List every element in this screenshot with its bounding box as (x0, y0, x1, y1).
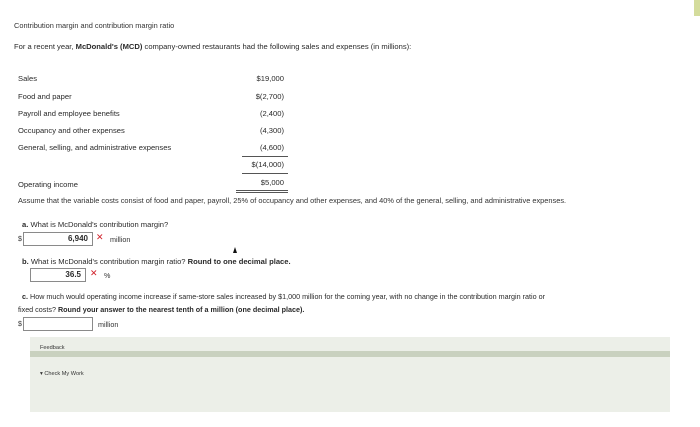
feedback-label: Feedback (40, 345, 65, 351)
row-occupancy-value: (4,300) (259, 126, 284, 135)
answer-b-input[interactable]: 36.5 (30, 268, 86, 282)
question-c-line1: c. How much would operating income increase if same-store sales increased by $1,000 million for the coming year, with no change in the contribution margin ratio or (22, 292, 545, 301)
problem-title: Contribution margin and contribution margin ratio (14, 21, 175, 30)
row-sales-value: $19,000 (256, 74, 284, 83)
row-food-label: Food and paper (18, 92, 72, 101)
problem-intro: For a recent year, McDonald's (MCD) company-owned restaurants had the following sales and expenses (in millions): (14, 42, 412, 51)
row-gsa-label: General, selling, and administrative expenses (18, 143, 172, 152)
row-food-value: $(2,700) (255, 92, 284, 101)
mouse-cursor-icon (233, 247, 237, 253)
question-b: b. What is McDonald's contribution margin ratio? Round to one decimal place. (22, 257, 291, 266)
subtotal-rule (242, 156, 288, 157)
feedback-divider (30, 351, 670, 357)
double-rule-top (236, 190, 288, 191)
question-a: a. What is McDonald's contribution margin? (22, 220, 169, 229)
incorrect-icon: ✕ (96, 232, 104, 242)
answer-c-unit: million (98, 320, 119, 329)
row-occupancy-label: Occupancy and other expenses (18, 126, 125, 135)
row-gsa-value: (4,600) (259, 143, 284, 152)
row-operating-income-label: Operating income (18, 180, 78, 189)
double-rule-bottom (236, 192, 288, 193)
question-c-currency: $ (18, 321, 22, 328)
answer-a-unit: million (110, 235, 131, 244)
answer-b-unit: % (104, 271, 111, 280)
answer-a-input[interactable]: 6,940 (23, 232, 93, 246)
check-my-work-link[interactable]: ▾ Check My Work (40, 371, 84, 377)
row-payroll-value: (2,400) (259, 109, 284, 118)
answer-c-input[interactable] (23, 317, 93, 331)
assumption-text: Assume that the variable costs consist of food and paper, payroll, 25% of occupancy and other expenses, and 40% of the general, selling, and administrative expenses. (18, 196, 567, 205)
feedback-panel (30, 337, 670, 412)
question-a-currency: $ (18, 236, 22, 243)
row-sales-label: Sales (18, 74, 37, 83)
row-total-expenses-value: $(14,000) (251, 160, 284, 169)
question-c-line2: fixed costs? Round your answer to the nearest tenth of a million (one decimal place). (18, 305, 305, 314)
row-operating-income-value: $5,000 (260, 178, 284, 187)
window-edge-accent (694, 0, 700, 16)
total-rule (242, 173, 288, 174)
row-payroll-label: Payroll and employee benefits (18, 109, 120, 118)
incorrect-icon: ✕ (90, 268, 98, 278)
